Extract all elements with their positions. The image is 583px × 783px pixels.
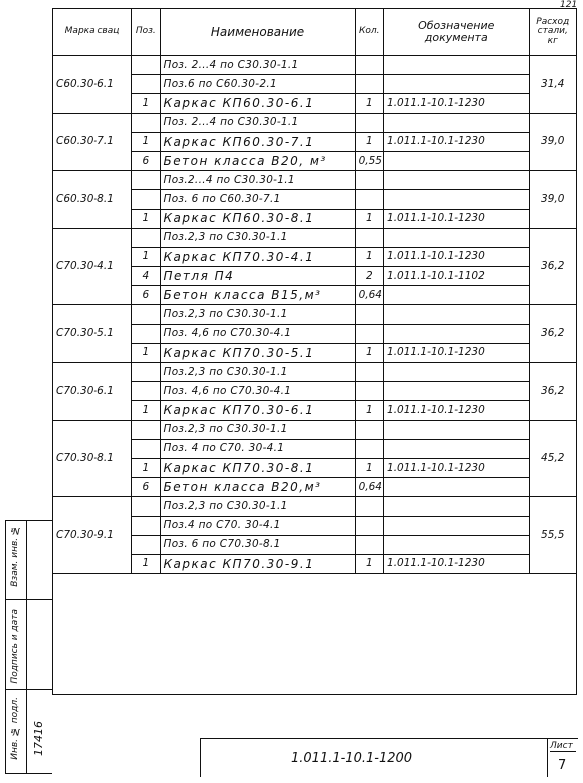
table-row xyxy=(53,324,577,343)
table-row xyxy=(53,228,577,247)
name-cell: Бетон класса В20, м³ xyxy=(160,151,355,170)
qty-cell xyxy=(355,228,383,247)
qty-cell xyxy=(355,497,383,516)
doc-cell xyxy=(384,171,529,190)
doc-cell: 1.011.1-10.1-1230 xyxy=(384,209,529,228)
table-row xyxy=(53,286,577,305)
table-row xyxy=(53,478,577,497)
pos-cell xyxy=(132,439,160,458)
approval-stamp xyxy=(5,520,52,774)
qty-cell: 1 xyxy=(355,94,383,113)
qty-cell xyxy=(355,113,383,132)
name-cell: Каркас КП70.30-9.1 xyxy=(160,554,355,573)
signature-date-label: Подпись и дата xyxy=(10,609,20,684)
name-cell: Каркас КП70.30-4.1 xyxy=(160,247,355,266)
steel-cell: 36,2 xyxy=(529,305,577,363)
pos-cell: 1 xyxy=(132,247,160,266)
mark-cell: С70.30-8.1 xyxy=(53,420,132,497)
table-row xyxy=(53,516,577,535)
mark-cell: С70.30-4.1 xyxy=(53,228,132,305)
mark-cell: С70.30-5.1 xyxy=(53,305,132,363)
doc-cell: 1.011.1-10.1-1230 xyxy=(384,343,529,362)
pos-cell: 6 xyxy=(132,478,160,497)
title-block xyxy=(200,738,578,777)
doc-cell: 1.011.1-10.1-1230 xyxy=(384,458,529,477)
qty-cell: 1 xyxy=(355,247,383,266)
qty-cell xyxy=(355,363,383,382)
mark-cell: С70.30-6.1 xyxy=(53,363,132,421)
doc-cell xyxy=(384,113,529,132)
name-cell: Каркас КП70.30-8.1 xyxy=(160,458,355,477)
name-cell: Поз.2,3 по С30.30-1.1 xyxy=(160,228,355,247)
table-body xyxy=(53,56,577,695)
qty-cell: 0,64 xyxy=(355,286,383,305)
table-row xyxy=(53,382,577,401)
qty-cell xyxy=(355,171,383,190)
table-row xyxy=(53,209,577,228)
doc-cell xyxy=(384,324,529,343)
table-row xyxy=(53,190,577,209)
qty-cell xyxy=(355,324,383,343)
name-cell: Поз. 2...4 по С30.30-1.1 xyxy=(160,56,355,75)
steel-cell: 55,5 xyxy=(529,497,577,574)
pos-cell xyxy=(132,382,160,401)
steel-cell: 39,0 xyxy=(529,113,577,171)
table-row xyxy=(53,267,577,286)
inv-number: 17416 xyxy=(32,721,45,756)
doc-cell: 1.011.1-10.1-1230 xyxy=(384,247,529,266)
name-cell: Поз. 6 по С60.30-7.1 xyxy=(160,190,355,209)
qty-cell: 0,55 xyxy=(355,151,383,170)
header-doc: Обозначение документа xyxy=(384,9,529,56)
header-qty: Кол. xyxy=(355,9,383,56)
table-row xyxy=(53,363,577,382)
qty-cell xyxy=(355,516,383,535)
pos-cell: 4 xyxy=(132,267,160,286)
steel-cell: 36,2 xyxy=(529,363,577,421)
qty-cell: 0,64 xyxy=(355,478,383,497)
pos-cell: 1 xyxy=(132,401,160,420)
sheet-cell xyxy=(547,739,578,777)
doc-cell xyxy=(384,305,529,324)
table-row xyxy=(53,247,577,266)
name-cell: Каркас КП60.30-8.1 xyxy=(160,209,355,228)
stamp-rule xyxy=(6,689,52,690)
document-code: 1.011.1-10.1-1200 xyxy=(291,751,413,766)
name-cell: Поз.2,3 по С30.30-1.1 xyxy=(160,420,355,439)
pos-cell: 1 xyxy=(132,343,160,362)
name-cell: Поз.2,3 по С30.30-1.1 xyxy=(160,363,355,382)
qty-cell: 1 xyxy=(355,401,383,420)
steel-cell: 39,0 xyxy=(529,171,577,229)
qty-cell xyxy=(355,190,383,209)
doc-cell xyxy=(384,228,529,247)
doc-cell xyxy=(384,363,529,382)
pos-cell xyxy=(132,113,160,132)
table-row xyxy=(53,535,577,554)
pos-cell xyxy=(132,535,160,554)
table-row xyxy=(53,56,577,75)
doc-cell: 1.011.1-10.1-1230 xyxy=(384,554,529,573)
stamp-rule xyxy=(6,599,52,600)
pos-cell xyxy=(132,420,160,439)
name-cell: Поз.2...4 по С30.30-1.1 xyxy=(160,171,355,190)
table-row xyxy=(53,554,577,573)
table-row xyxy=(53,94,577,113)
steel-cell: 36,2 xyxy=(529,228,577,305)
table-row xyxy=(53,458,577,477)
table-row xyxy=(53,171,577,190)
pos-cell: 1 xyxy=(132,132,160,151)
name-cell: Поз. 2...4 по С30.30-1.1 xyxy=(160,113,355,132)
name-cell: Поз. 4,6 по С70.30-4.1 xyxy=(160,324,355,343)
qty-cell: 2 xyxy=(355,267,383,286)
mark-cell: С60.30-8.1 xyxy=(53,171,132,229)
doc-cell xyxy=(384,190,529,209)
qty-cell xyxy=(355,535,383,554)
qty-cell xyxy=(355,439,383,458)
stamp-divider xyxy=(26,521,27,773)
table-row xyxy=(53,305,577,324)
pos-cell xyxy=(132,363,160,382)
table-row xyxy=(53,401,577,420)
pos-cell xyxy=(132,497,160,516)
blank-row xyxy=(53,574,577,695)
name-cell: Петля П4 xyxy=(160,267,355,286)
qty-cell: 1 xyxy=(355,343,383,362)
doc-cell: 1.011.1-10.1-1230 xyxy=(384,132,529,151)
doc-cell: 1.011.1-10.1-1230 xyxy=(384,94,529,113)
mark-cell: С60.30-6.1 xyxy=(53,56,132,114)
header-steel: Расход стали, кг xyxy=(529,9,577,56)
doc-cell xyxy=(384,151,529,170)
sheet-label: Лист xyxy=(550,741,576,752)
pos-cell xyxy=(132,190,160,209)
doc-cell xyxy=(384,439,529,458)
pos-cell: 1 xyxy=(132,209,160,228)
pos-cell xyxy=(132,228,160,247)
inv-no-label: Инв. № подл. xyxy=(10,697,20,760)
steel-cell: 45,2 xyxy=(529,420,577,497)
pos-cell xyxy=(132,75,160,94)
name-cell: Поз. 4 по С70. 30-4.1 xyxy=(160,439,355,458)
mark-cell: С60.30-7.1 xyxy=(53,113,132,171)
pos-cell xyxy=(132,305,160,324)
doc-cell: 1.011.1-10.1-1230 xyxy=(384,401,529,420)
table-header-row xyxy=(53,9,577,56)
mark-cell: С70.30-9.1 xyxy=(53,497,132,574)
corner-mark: 121 xyxy=(560,0,578,10)
doc-cell xyxy=(384,478,529,497)
doc-cell xyxy=(384,286,529,305)
qty-cell xyxy=(355,75,383,94)
table-row xyxy=(53,420,577,439)
pos-cell: 1 xyxy=(132,554,160,573)
qty-cell: 1 xyxy=(355,458,383,477)
table-row xyxy=(53,113,577,132)
qty-cell: 1 xyxy=(355,209,383,228)
pos-cell: 6 xyxy=(132,286,160,305)
name-cell: Поз. 6 по С70.30-8.1 xyxy=(160,535,355,554)
doc-cell xyxy=(384,497,529,516)
doc-cell: 1.011.1-10.1-1102 xyxy=(384,267,529,286)
qty-cell xyxy=(355,56,383,75)
name-cell: Бетон класса В20,м³ xyxy=(160,478,355,497)
doc-cell xyxy=(384,516,529,535)
doc-cell xyxy=(384,382,529,401)
doc-cell xyxy=(384,75,529,94)
doc-cell xyxy=(384,420,529,439)
name-cell: Поз.2,3 по С30.30-1.1 xyxy=(160,305,355,324)
name-cell: Поз. 4,6 по С70.30-4.1 xyxy=(160,382,355,401)
name-cell: Каркас КП60.30-6.1 xyxy=(160,94,355,113)
pos-cell xyxy=(132,516,160,535)
name-cell: Поз.4 по С70. 30-4.1 xyxy=(160,516,355,535)
pos-cell: 6 xyxy=(132,151,160,170)
table-row xyxy=(53,439,577,458)
blank-cell xyxy=(53,574,577,695)
name-cell: Поз.6 по С60.30-2.1 xyxy=(160,75,355,94)
doc-cell xyxy=(384,56,529,75)
pos-cell xyxy=(132,324,160,343)
name-cell: Каркас КП60.30-7.1 xyxy=(160,132,355,151)
pos-cell: 1 xyxy=(132,458,160,477)
qty-cell xyxy=(355,420,383,439)
table-row xyxy=(53,132,577,151)
table-row xyxy=(53,497,577,516)
specification-table xyxy=(52,8,577,695)
qty-cell: 1 xyxy=(355,132,383,151)
qty-cell xyxy=(355,305,383,324)
name-cell: Поз.2,3 по С30.30-1.1 xyxy=(160,497,355,516)
table-row xyxy=(53,151,577,170)
qty-cell xyxy=(355,382,383,401)
sheet-number: 7 xyxy=(558,758,567,773)
replace-inv-label: Взам. инв. № xyxy=(10,525,20,587)
table-row xyxy=(53,343,577,362)
qty-cell: 1 xyxy=(355,554,383,573)
table-row xyxy=(53,75,577,94)
name-cell: Каркас КП70.30-6.1 xyxy=(160,401,355,420)
name-cell: Бетон класса В15,м³ xyxy=(160,286,355,305)
header-pos: Поз. xyxy=(132,9,160,56)
name-cell: Каркас КП70.30-5.1 xyxy=(160,343,355,362)
header-mark: Марка свац xyxy=(53,9,132,56)
pos-cell: 1 xyxy=(132,94,160,113)
steel-cell: 31,4 xyxy=(529,56,577,114)
pos-cell xyxy=(132,56,160,75)
header-name: Наименование xyxy=(160,9,355,56)
doc-cell xyxy=(384,535,529,554)
pos-cell xyxy=(132,171,160,190)
